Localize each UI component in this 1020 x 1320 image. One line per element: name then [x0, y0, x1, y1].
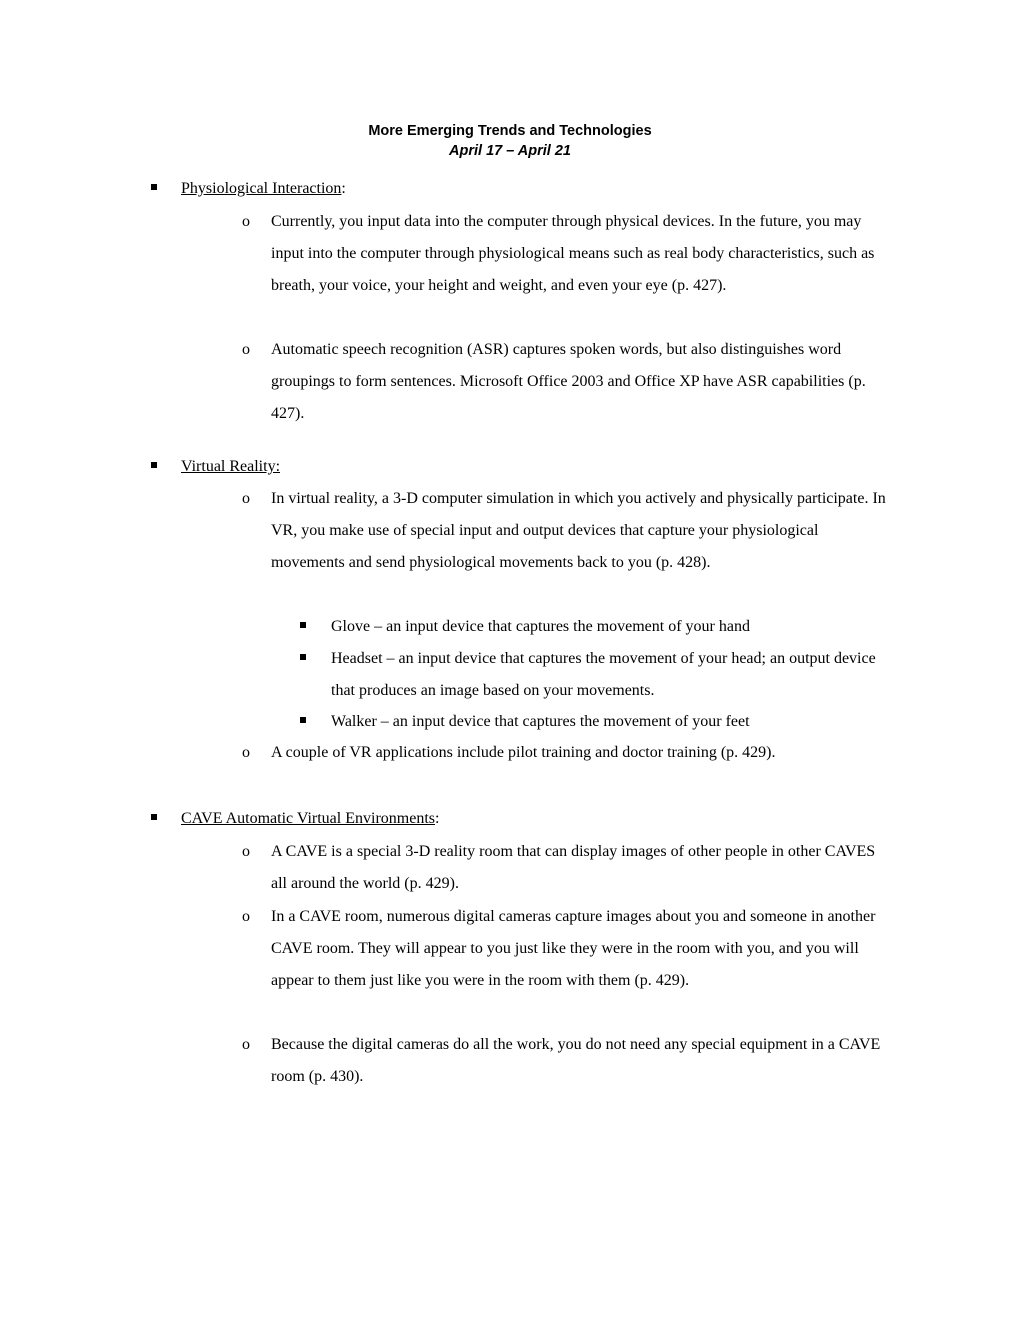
sub-list-item: Glove – an input device that captures the movement of your hand: [331, 618, 750, 635]
list-item: Automatic speech recognition (ASR) captures spoken words, but also distinguishes word groupings to form sentences. Microsoft Office 2003 and Office XP have ASR capabilities (p. 427).: [271, 341, 866, 423]
section-heading-text: Physiological Interaction: [181, 180, 342, 197]
circle-bullet-icon: o: [242, 744, 250, 761]
section-heading-text: CAVE Automatic Virtual Environments: [181, 810, 435, 827]
section-heading: [181, 179, 346, 199]
square-bullet-icon: [300, 717, 306, 723]
square-bullet-icon: [300, 654, 306, 660]
square-bullet-icon: [151, 462, 157, 468]
section-heading-suffix: :: [341, 180, 346, 197]
square-bullet-icon: [300, 622, 306, 628]
circle-bullet-icon: o: [242, 341, 250, 358]
circle-bullet-icon: o: [242, 908, 250, 925]
document-header: [0, 121, 1020, 161]
section-heading: [181, 457, 280, 477]
square-bullet-icon: [151, 184, 157, 190]
list-item: In a CAVE room, numerous digital cameras capture images about you and someone in another CAVE room. They will appear to you just like they were in the room with you, and you will appear to them just like you were in the room with them (p. 429).: [271, 908, 876, 990]
list-item: A CAVE is a special 3-D reality room that can display images of other people in other CAVES all around the world (p. 429).: [271, 843, 876, 893]
document-title: More Emerging Trends and Technologies: [368, 123, 652, 139]
document-date-range: April 17 – April 21: [449, 143, 571, 159]
list-item: Because the digital cameras do all the work, you do not need any special equipment in a CAVE room (p. 430).: [271, 1036, 881, 1086]
list-item: In virtual reality, a 3-D computer simulation in which you actively and physically participate. In VR, you make use of special input and output devices that capture your physiological movements and send physiological movements back to you (p. 428).: [271, 490, 886, 572]
circle-bullet-icon: o: [242, 213, 250, 230]
list-item: Currently, you input data into the computer through physical devices. In the future, you may input into the computer through physiological means such as real body characteristics, such as breath, your voice, your height and weight, and even your eye (p. 427).: [271, 213, 875, 295]
section-heading: [181, 809, 439, 829]
square-bullet-icon: [151, 814, 157, 820]
circle-bullet-icon: o: [242, 490, 250, 507]
sub-list-item: Headset – an input device that captures the movement of your head; an output device that produces an image based on your movements.: [331, 650, 876, 699]
circle-bullet-icon: o: [242, 1036, 250, 1053]
section-heading-text: Virtual Reality:: [181, 458, 281, 475]
circle-bullet-icon: o: [242, 843, 250, 860]
list-item: A couple of VR applications include pilot training and doctor training (p. 429).: [271, 744, 776, 761]
sub-list-item: Walker – an input device that captures the movement of your feet: [331, 713, 750, 730]
section-heading-suffix: :: [434, 810, 440, 827]
